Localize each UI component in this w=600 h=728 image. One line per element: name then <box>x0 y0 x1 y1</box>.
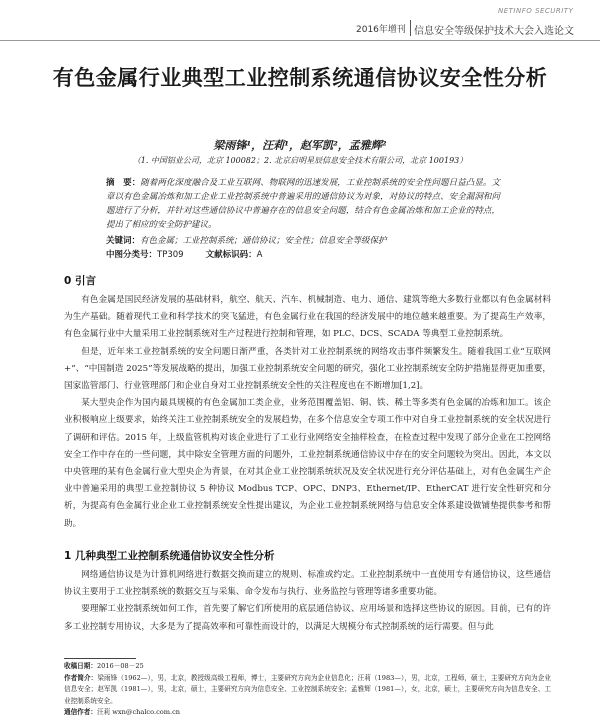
classification-line <box>106 249 500 262</box>
keywords-text: 有色金属；工业控制系统；通信协议；安全性；信息安全等级保护 <box>140 236 387 246</box>
classification-code: TP309 <box>157 250 184 260</box>
keywords-label: 关键词： <box>106 236 141 246</box>
bio-line <box>64 673 551 708</box>
footnotes <box>64 661 551 719</box>
abstract-text: 随着两化深度融合及工业互联网、物联网的迅速发展，工业控制系统的安全性问题日益凸显。文章以有色金属冶炼和加工企业工业控制系统中普遍采用的通信协议为对象，对协议的特点、安全漏洞和问题进行了分析，并针对这些通信协议中普遍存在的信息安全问题，结合有色金属冶炼和加工企业的特点，提出了相应的安全防护建议。 <box>106 178 500 230</box>
bio-text: 梁雨锋（1962—），男，北京，教授级高级工程师，博士，主要研究方向为企业信息化；汪莉（1983—），男，北京，工程师，硕士，主要研究方向为企业信息安全；赵军凯（1981—），男，北京，硕士，主要研究方向为信息安全、工业控制系统安全；孟雅辉（1981—），女，北京，硕士，主要研究方向为信息安全、工业控制系统安全。 <box>64 673 551 705</box>
paper-authors: 梁雨锋¹，汪莉¹，赵军凯²，孟雅辉² <box>213 139 387 152</box>
journal-logo: NETINFO SECURITY <box>498 7 574 15</box>
section-heading-intro: 0 引言 <box>64 275 96 287</box>
received-date: 2016－08－25 <box>96 662 144 670</box>
header-year-issue: 2016年增刊 <box>356 25 406 35</box>
doc-code-label: 文献标识码： <box>205 250 257 260</box>
classification-label: 中图分类号： <box>106 250 158 260</box>
header-publication: 信息安全等级保护技术大会入选论文 <box>414 26 574 37</box>
abstract <box>106 176 500 232</box>
paragraph: 有色金属是国民经济发展的基础材料，航空、航天、汽车、机械制造、电力、通信、建筑等绝大多数行业都以有色金属材料为生产基础。随着现代工业和科学技术的突飞猛进，有色金属行业在我国的经济发展中的地位越来越重要。为了提高生产效率，有色金属行业中大量采用工业控制系统对生产过程进行控制和管理，如 PLC、DCS、SCADA 等典型工业控制系统。 <box>64 295 551 340</box>
doc-code: A <box>256 250 263 260</box>
abstract-label: 摘 要： <box>106 178 141 188</box>
section-heading-protocols: 1 几种典型工业控制系统通信协议安全性分析 <box>64 550 275 562</box>
paper-affiliation: （1. 中国铝业公司，北京 100082；2. 北京启明星辰信息安全技术有限公司，北京 100193） <box>132 156 468 165</box>
section-body-intro <box>64 292 551 533</box>
section-body-protocols <box>64 567 551 636</box>
header-rule <box>0 40 600 41</box>
contact-label: 通信作者： <box>64 708 97 716</box>
paper-title: 有色金属行业典型工业控制系统通信协议安全性分析 <box>52 66 548 90</box>
paragraph: 某大型央企作为国内最具规模的有色金属加工类企业，业务范围覆盖铝、铜、铁、稀土等多类有色金属的冶炼和加工。该企业积极响应上级要求，始终关注工业控制系统安全的发展趋势，在多个信息安全专项工作中对自身工业控制系统的安全状况进行了调研和评估。2015 年，上级监管机构对该企业进行了工业行业网络安全抽样检查，在检查过程中发现了部分企业在工控网络安全工作中存在的一些问题，其中除安全管理方面的问题外，工业控制系统通信协议中存在的安全问题较为突出。因此，本文以中央管理的某有色金属行业大型央企为背景，在对其企业工业控制系统状况及安全状况进行充分评估基础上，对有色金属生产企业中普遍采用的典型工业控制协议 5 种协议 Modbus TCP、OPC、DNP3、Ethernet/IP、EtherCAT 进行安全性研究和分析，为提高有色金属行业企业工业控制系统安全性提出建议，为企业工业控制系统网络与信息安全体系建设做铺垫提供参考和帮助。 <box>64 398 551 529</box>
received-line <box>64 661 551 673</box>
footnote-rule <box>64 658 136 659</box>
keywords <box>106 235 500 248</box>
header-divider <box>410 20 411 36</box>
contact-text: 汪莉 wxn@chalco.com.cn <box>96 708 181 716</box>
running-header <box>0 0 600 44</box>
received-label: 收稿日期： <box>64 662 97 670</box>
paragraph: 但是，近年来工业控制系统的安全问题日渐严重，各类针对工业控制系统的网络攻击事件频繁发生。随着我国工业“互联网+”、“中国制造 2025”等发展战略的提出，加强工业控制系统安全问题的研究，强化工业控制系统安全防护措施显得更加重要，国家监管部门、行业管理部门和企业自身对工业控制系统安全性的关注程度也在不断增加[1,2]。 <box>64 346 551 392</box>
contact-line <box>64 707 551 719</box>
bio-label: 作者简介： <box>64 673 98 682</box>
paragraph: 网络通信协议是为计算机网络进行数据交换而建立的规则、标准或约定。工业控制系统中一直使用专有通信协议，这些通信协议主要用于工业控制系统的数据交互与采集、命令发布与执行、业务监控与管理等诸多重要功能。 <box>64 570 551 598</box>
paragraph: 要理解工业控制系统如何工作，首先要了解它们所使用的底层通信协议、应用场景和选择这些协议的原因。目前，已有的许多工业控制专用协议，大多是为了提高效率和可靠性而设计的，以满足大规模分布式控制系统的运行需要。但与此 <box>64 604 551 632</box>
